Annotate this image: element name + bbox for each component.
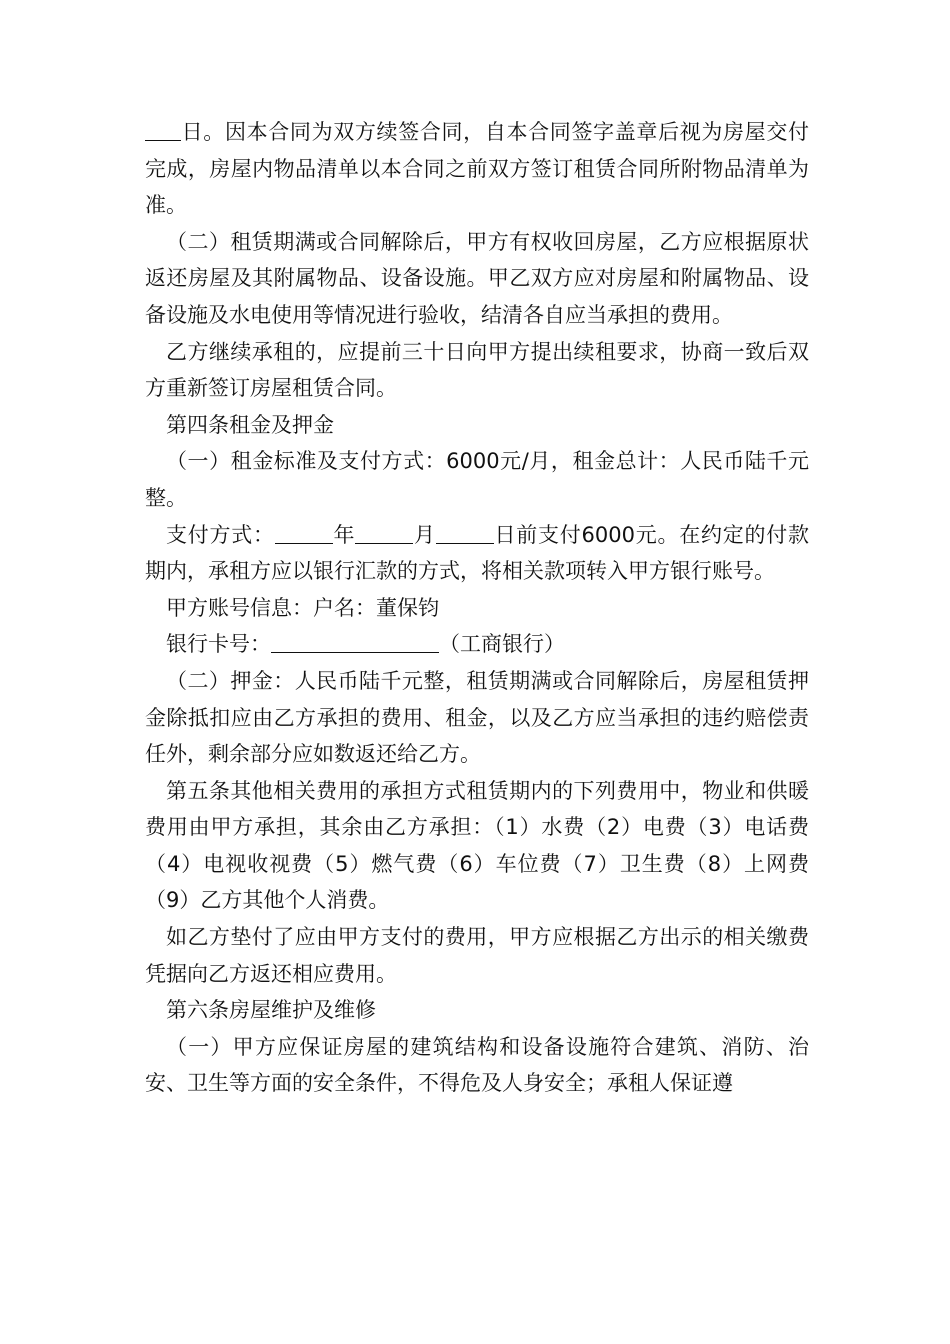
- document-body: [145, 114, 809, 1102]
- paragraph-rent-standard-text: （一）租金标准及支付方式：6000元/月，租金总计：人民币陆千元整。: [145, 449, 809, 510]
- paragraph-fee-refund-text: 如乙方垫付了应由甲方支付的费用，甲方应根据乙方出示的相关缴费凭据向乙方返还相应费用。: [145, 925, 809, 986]
- section-heading-rent-deposit: [145, 407, 809, 444]
- paragraph-handover-text: 日。因本合同为双方续签合同，自本合同签字盖章后视为房屋交付完成，房屋内物品清单以本合同之前双方签订租赁合同所附物品清单为准。: [145, 120, 809, 218]
- bank-card-suffix: （工商银行）: [439, 632, 565, 657]
- paragraph-other-fees-text: 第五条其他相关费用的承担方式租赁期内的下列费用中，物业和供暖费用由甲方承担，其余由乙方承担：（1）水费（2）电费（3）电话费（4）电视收视费（5）燃气费（6）车位费（7）卫生费（8）上网费（9）乙方其他个人消费。: [145, 778, 809, 913]
- paragraph-renewal: [145, 334, 809, 407]
- payment-method-prefix: 支付方式：: [166, 522, 275, 547]
- payment-method-suffix: 日前支付6000元。在约定的付款期内，承租方应以银行汇款的方式，将相关款项转入甲方银行账号。: [145, 522, 810, 584]
- paragraph-fee-refund: [145, 919, 809, 992]
- paragraph-safety-text: （一）甲方应保证房屋的建筑结构和设备设施符合建筑、消防、治安、卫生等方面的安全条件，不得危及人身安全；承租人保证遵: [145, 1034, 809, 1096]
- paragraph-handover: [145, 114, 809, 224]
- paragraph-return-house-text: （二）租赁期满或合同解除后，甲方有权收回房屋，乙方应根据原状返还房屋及其附属物品、设备设施。甲乙双方应对房屋和附属物品、设备设施及水电使用等情况进行验收，结清各自应当承担的费用。: [145, 229, 809, 327]
- section-heading-rent-deposit-text: 第四条租金及押金: [166, 412, 334, 437]
- paragraph-rent-standard: [145, 443, 809, 516]
- blank-pay-day-field[interactable]: [436, 521, 494, 544]
- payment-year-label: 年: [332, 522, 356, 547]
- account-info-text: 甲方账号信息：户名：董保钧: [166, 595, 439, 620]
- blank-month-field[interactable]: [355, 521, 413, 544]
- payment-month-label: 月: [413, 522, 436, 547]
- paragraph-renewal-text: 乙方继续承租的，应提前三十日向甲方提出续租要求，协商一致后双方重新签订房屋租赁合同。: [145, 339, 809, 401]
- section-heading-maintenance-text: 第六条房屋维护及维修: [166, 998, 376, 1023]
- section-heading-maintenance: [145, 992, 809, 1029]
- paragraph-bank-card: [145, 626, 809, 663]
- blank-year-field[interactable]: [275, 521, 333, 544]
- paragraph-deposit: [145, 663, 809, 773]
- paragraph-account-info: [145, 590, 809, 627]
- paragraph-return-house: [145, 224, 809, 334]
- paragraph-safety: [145, 1029, 809, 1102]
- paragraph-payment-method: [145, 517, 809, 590]
- blank-day-field[interactable]: [145, 118, 181, 141]
- blank-bank-card-field[interactable]: [271, 630, 439, 653]
- bank-card-prefix: 银行卡号：: [166, 632, 271, 657]
- paragraph-other-fees: [145, 773, 809, 919]
- paragraph-deposit-text: （二）押金：人民币陆千元整，租赁期满或合同解除后，房屋租赁押金除抵扣应由乙方承担的费用、租金，以及乙方应当承担的违约赔偿责任外，剩余部分应如数返还给乙方。: [145, 668, 809, 767]
